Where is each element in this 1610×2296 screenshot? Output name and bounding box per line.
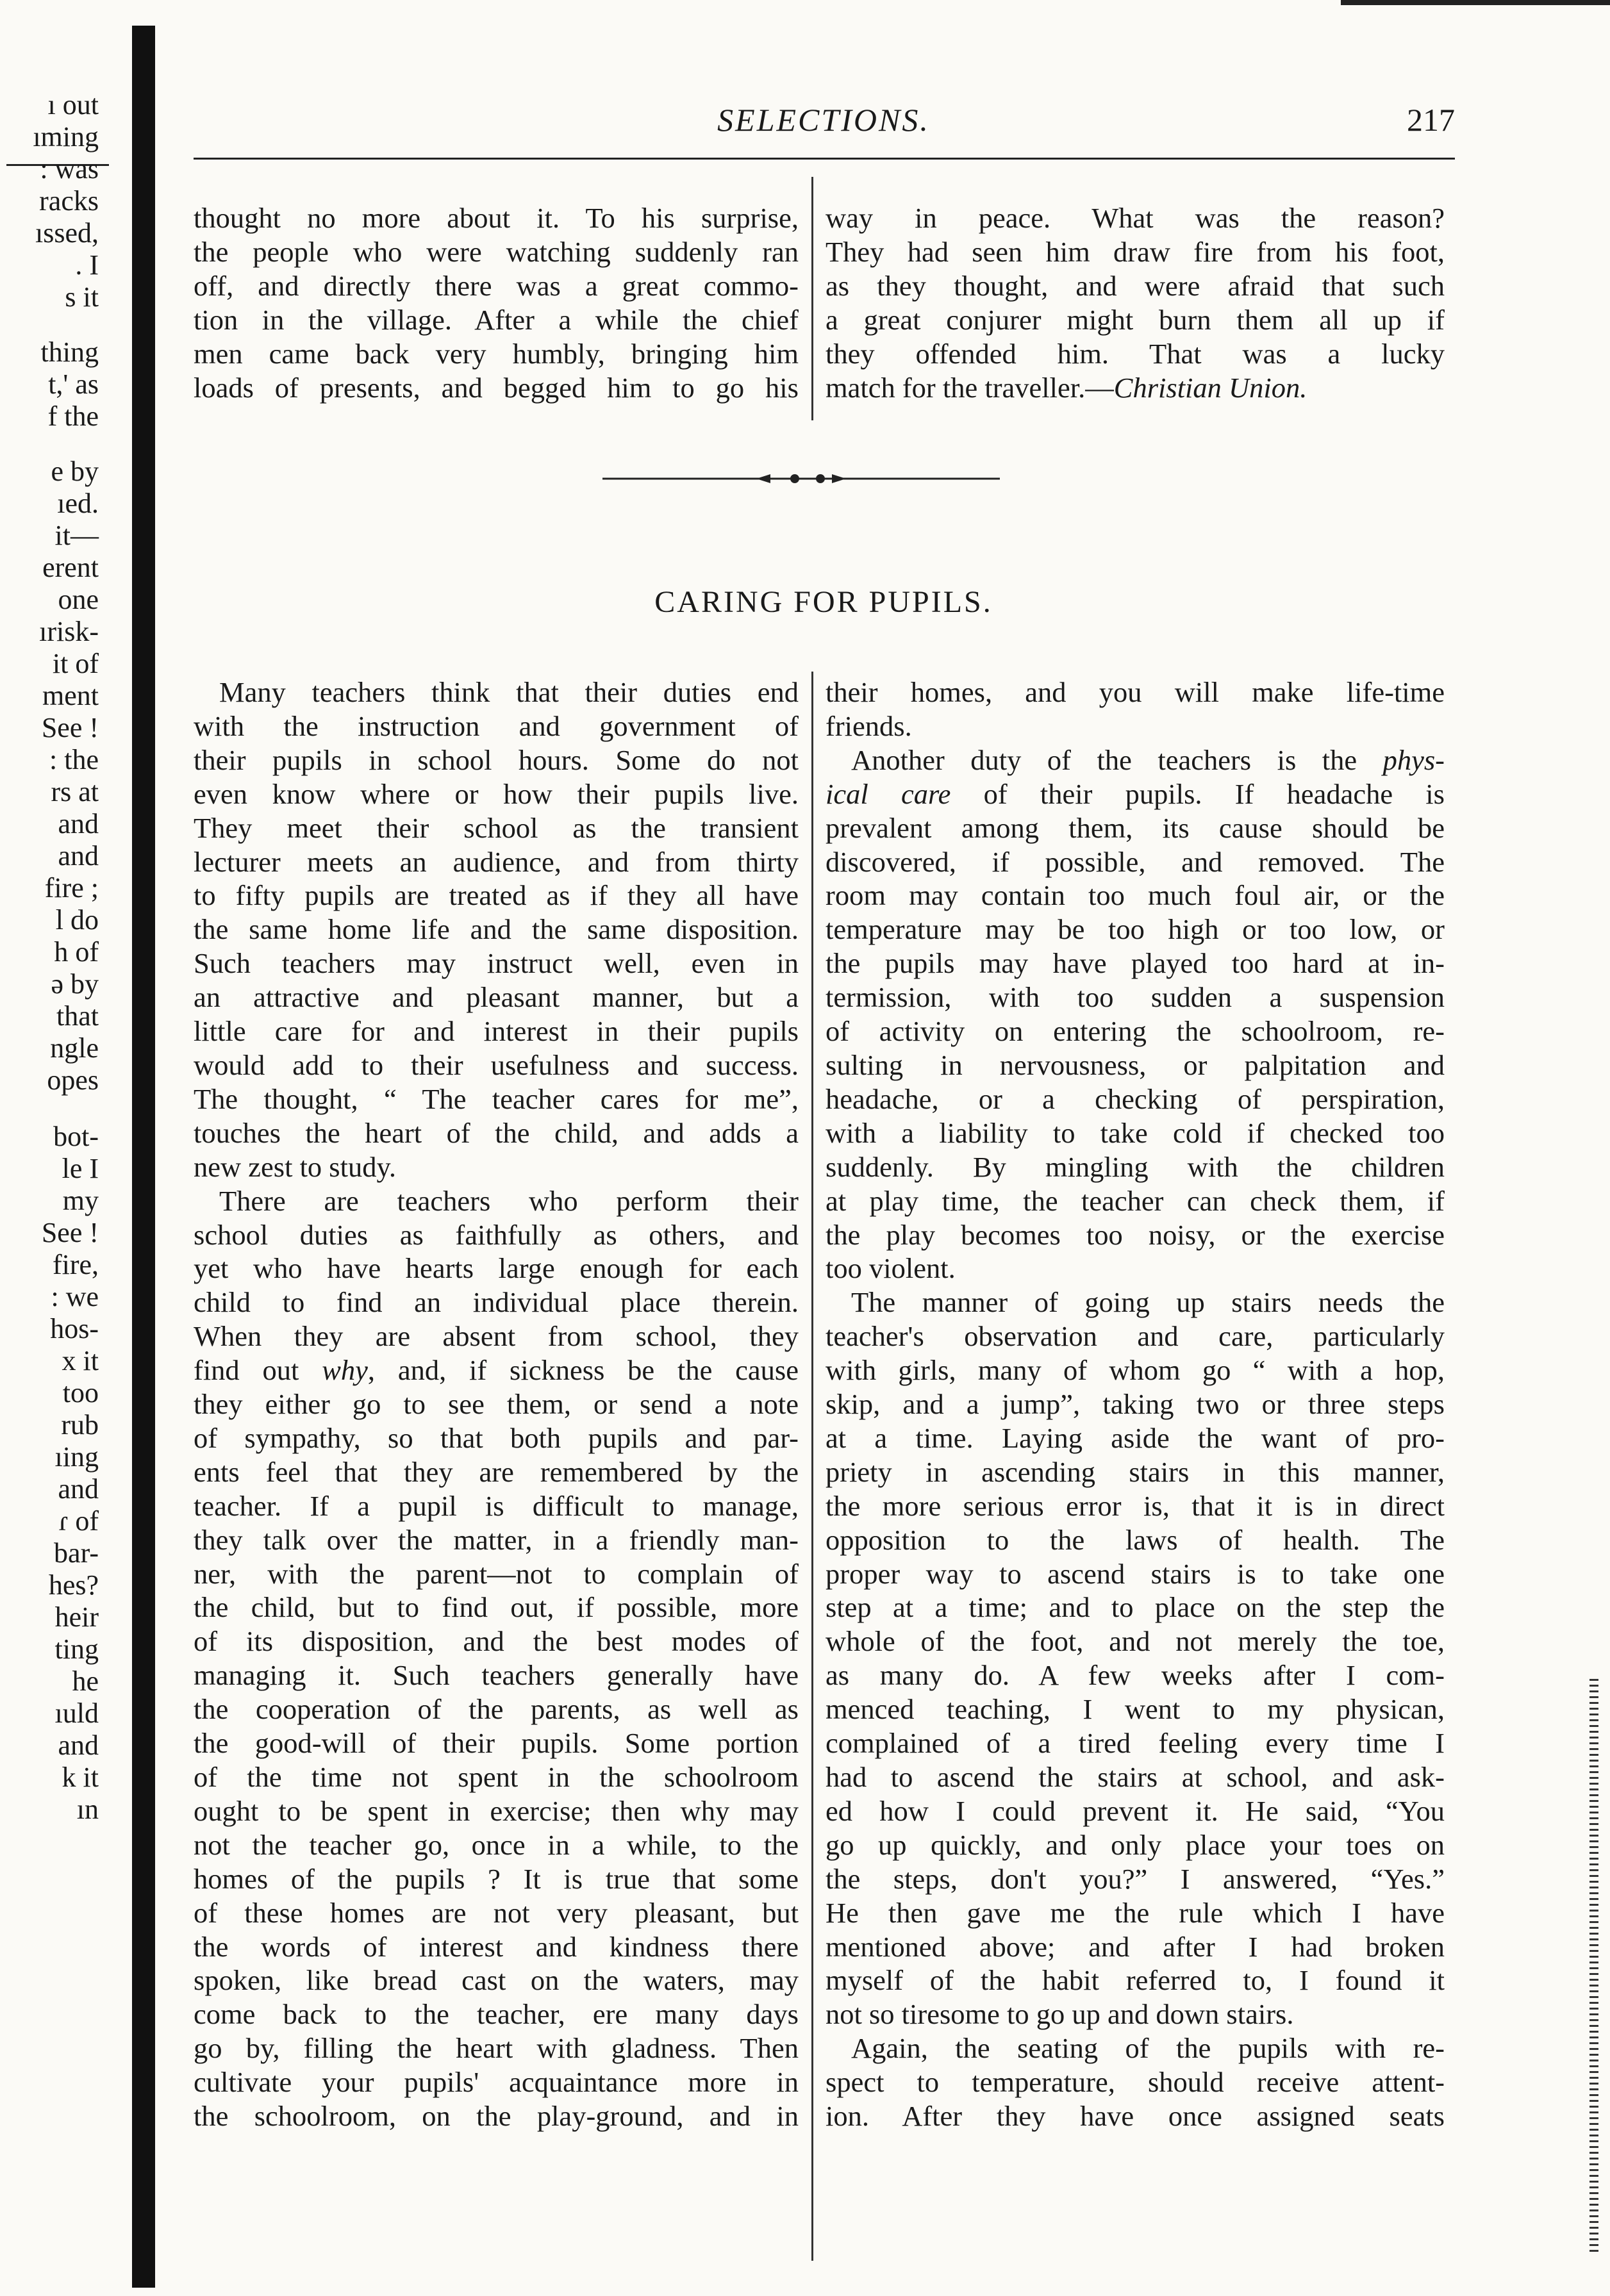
emphasis: phys- (1382, 743, 1445, 776)
margin-fragment: See ! (41, 1217, 99, 1248)
text-line: of these homes are not very pleasant, but (194, 1896, 799, 1929)
text-line: skip, and a jump”, taking two or three steps (826, 1388, 1445, 1421)
text-line: little care for and interest in their pupils (194, 1015, 799, 1048)
text-line: go up quickly, and only place your toes on (826, 1828, 1445, 1861)
margin-fragment: ment (42, 680, 99, 711)
margin-fragment: hes? (48, 1569, 99, 1601)
text-line: child to find an individual place therein. (194, 1286, 799, 1319)
text-line: opposition to the laws of health. The (826, 1523, 1445, 1556)
text-line: ion. After they have once assigned seats (826, 2100, 1445, 2133)
text-line: the steps, don't you?” I answered, “Yes.” (826, 1862, 1445, 1895)
text-line (826, 777, 1445, 811)
text-line: the people who were watching suddenly ran (194, 235, 799, 268)
text-line: whole of the foot, and not merely the toe, (826, 1625, 1445, 1658)
margin-fragment: rub (61, 1409, 99, 1441)
text-line: teacher's observation and care, particularly (826, 1320, 1445, 1353)
margin-fragment: hos- (50, 1313, 99, 1344)
emphasis: why (322, 1354, 368, 1387)
text-line: ought to be spent in exercise; then why may (194, 1794, 799, 1827)
text-line: their pupils in school hours. Some do not (194, 743, 799, 776)
text-line: at play time, the teacher can check them, if (826, 1184, 1445, 1217)
margin-fragment: : was (40, 153, 99, 185)
margin-fragment: one (58, 584, 99, 615)
margin-fragment: my (62, 1185, 99, 1216)
section-ornament (602, 469, 1000, 488)
top-edge-rule (1341, 0, 1610, 5)
text-line: proper way to ascend stairs is to take one (826, 1557, 1445, 1590)
margin-fragment: f the (47, 401, 99, 432)
text-line: room may contain too much foul air, or the (826, 879, 1445, 912)
margin-fragment: h of (54, 936, 99, 968)
text-line: The thought, “ The teacher cares for me”, (194, 1082, 799, 1115)
text-line: complained of a tired feeling every time I (826, 1727, 1445, 1760)
margin-fragment: . I (75, 249, 99, 281)
text-line: of activity on entering the schoolroom, re- (826, 1015, 1445, 1048)
margin-fragment: ıssed, (35, 217, 99, 249)
margin-fragment: it— (54, 520, 99, 551)
text-line: even know where or how their pupils live. (194, 777, 799, 810)
margin-fragment: fire ; (44, 872, 99, 904)
column-divider-top (811, 177, 813, 420)
text-line: loads of presents, and begged him to go his (194, 371, 799, 404)
text-line: come back to the teacher, ere many days (194, 1998, 799, 2031)
article-right-column (826, 675, 1445, 2133)
text-line: the more serious error is, that it is in direct (826, 1489, 1445, 1522)
margin-fragment: and (58, 1473, 99, 1505)
margin-fragment: ə by (51, 968, 99, 1000)
text-line: of the time not spent in the schoolroom (194, 1761, 799, 1793)
text-line: school duties as faithfully as others, and (194, 1218, 799, 1251)
text-line: ed how I could prevent it. He said, “You (826, 1794, 1445, 1827)
text-line: off, and directly there was a great commo- (194, 269, 799, 302)
text-line: they offended him. That was a lucky (826, 337, 1445, 370)
text-line: friends. (826, 709, 912, 742)
text-line: not so tiresome to go up and down stairs. (826, 1998, 1294, 2031)
text-line: They meet their school as the transient (194, 811, 799, 844)
margin-fragment: too (62, 1377, 99, 1408)
text-line: an attractive and pleasant manner, but a (194, 981, 799, 1014)
margin-fragment: heir (54, 1601, 99, 1633)
margin-fragment: rs at (51, 776, 99, 807)
text-line: ner, with the parent—not to complain of (194, 1557, 799, 1590)
text-line (194, 1353, 799, 1387)
text-line: priety in ascending stairs in this manner, (826, 1455, 1445, 1488)
text-line: to fifty pupils are treated as if they all have (194, 879, 799, 912)
text-line: menced teaching, I went to my physican, (826, 1693, 1445, 1726)
margin-fragment: fire, (52, 1249, 99, 1280)
text-line: as many do. A few weeks after I com- (826, 1659, 1445, 1692)
margin-fragment: opes (47, 1064, 99, 1096)
text-line: They had seen him draw fire from his foot, (826, 235, 1445, 268)
text-line: the good-will of their pupils. Some portion (194, 1727, 799, 1760)
margin-fragment: ıing (54, 1441, 99, 1473)
text-segment: of their pupils. If headache is (950, 777, 1445, 810)
margin-fragment: ting (54, 1633, 99, 1665)
text-line: spect to temperature, should receive attent- (826, 2066, 1445, 2099)
running-head (192, 101, 1455, 146)
text-segment: , and, if sickness be the cause (367, 1354, 799, 1387)
adjacent-page-margin (0, 0, 128, 2296)
text-line: lecturer meets an audience, and from thirty (194, 845, 799, 878)
text-line: homes of the pupils ? It is true that some (194, 1862, 799, 1895)
margin-fragment: and (58, 840, 99, 871)
text-line: with the instruction and government of (194, 709, 799, 742)
text-line: mentioned above; and after I had broken (826, 1930, 1445, 1963)
source-credit-lead: match for the traveller.— (826, 371, 1114, 404)
text-line: way in peace. What was the reason? (826, 202, 1445, 234)
text-line: the play becomes too noisy, or the exercise (826, 1218, 1445, 1251)
text-line: teacher. If a pupil is difficult to manage, (194, 1489, 799, 1522)
continued-text-left-column (194, 201, 799, 404)
margin-fragment: he (72, 1665, 99, 1697)
margin-fragment: it of (52, 648, 99, 679)
margin-fragment: bar- (54, 1537, 99, 1569)
emphasis: ical care (826, 777, 951, 810)
text-line: with girls, many of whom go “ with a hop, (826, 1354, 1445, 1387)
column-divider-article (811, 672, 813, 2261)
text-line: as they thought, and were afraid that such (826, 269, 1445, 302)
text-line: headache, or a checking of perspiration, (826, 1082, 1445, 1115)
text-line: with a liability to take cold if checked too (826, 1116, 1445, 1149)
text-line: the same home life and the same disposition. (194, 913, 799, 946)
text-line: Again, the seating of the pupils with re- (851, 2032, 1445, 2065)
page-number: 217 (1407, 102, 1455, 138)
text-line: When they are absent from school, they (194, 1320, 799, 1353)
text-line: sulting in nervousness, or palpitation and (826, 1048, 1445, 1081)
text-line: the schoolroom, on the play-ground, and in (194, 2100, 799, 2133)
page-edge-shadow (1589, 1679, 1598, 2256)
text-line: their homes, and you will make life-time (826, 676, 1445, 708)
margin-fragment: x it (62, 1345, 99, 1376)
text-line: go by, filling the heart with gladness. Then (194, 2032, 799, 2065)
text-line: cultivate your pupils' acquaintance more in (194, 2066, 799, 2099)
text-line: the words of interest and kindness there (194, 1930, 799, 1963)
text-line: ents feel that they are remembered by the (194, 1455, 799, 1488)
margin-fragment: ın (76, 1794, 99, 1825)
margin-fragment: bot- (53, 1121, 99, 1152)
text-line: Many teachers think that their duties end (219, 676, 799, 708)
text-line: had to ascend the stairs at school, and ask- (826, 1761, 1445, 1793)
margin-fragment: See ! (41, 712, 99, 743)
text-line (826, 743, 1445, 777)
text-line: He then gave me the rule which I have (826, 1896, 1445, 1929)
text-line: at a time. Laying aside the want of pro- (826, 1421, 1445, 1454)
margin-fragment: : the (49, 744, 99, 775)
margin-fragment: le I (62, 1153, 99, 1184)
text-line: suddenly. By mingling with the children (826, 1150, 1445, 1183)
continued-text-right-column (826, 201, 1445, 404)
margin-fragment: ırisk- (39, 616, 99, 647)
text-line: they talk over the matter, in a friendly man- (194, 1523, 799, 1556)
text-line: prevalent among them, its cause should be (826, 811, 1445, 844)
text-line: new zest to study. (194, 1150, 396, 1183)
source-credit-line (826, 371, 1445, 405)
text-line: step at a time; and to place on the step the (826, 1591, 1445, 1624)
margin-fragment: that (56, 1000, 99, 1032)
margin-fragment: ngle (50, 1032, 99, 1064)
article-left-column (194, 675, 799, 2133)
text-line: termission, with too sudden a suspension (826, 981, 1445, 1014)
text-line: of sympathy, so that both pupils and par- (194, 1421, 799, 1454)
margin-fragment: and (58, 808, 99, 839)
text-line: of its disposition, and the best modes of (194, 1625, 799, 1658)
text-line: temperature may be too high or too low, or (826, 913, 1445, 946)
margin-fragment: ıuld (54, 1697, 99, 1729)
header-rule (194, 158, 1455, 160)
text-line: would add to their usefulness and success. (194, 1048, 799, 1081)
margin-fragment: t,' as (48, 368, 99, 400)
text-line: the pupils may have played too hard at in- (826, 947, 1445, 980)
running-title: SELECTIONS. (717, 102, 930, 138)
margin-fragment: e by (51, 456, 99, 487)
text-line: the child, but to find out, if possible, more (194, 1591, 799, 1624)
margin-fragment: thing (40, 336, 99, 368)
margin-fragment: s it (65, 281, 99, 313)
margin-fragment: racks (39, 185, 99, 217)
text-line: spoken, like bread cast on the waters, may (194, 1964, 799, 1997)
text-line: There are teachers who perform their (219, 1184, 799, 1217)
text-line: thought no more about it. To his surprise, (194, 202, 799, 234)
text-segment: Another duty of the teachers is the (851, 743, 1383, 776)
text-line: they either go to see them, or send a note (194, 1388, 799, 1421)
text-line: The manner of going up stairs needs the (851, 1286, 1445, 1319)
text-line: yet who have hearts large enough for each (194, 1252, 799, 1285)
text-line: not the teacher go, once in a while, to the (194, 1828, 799, 1861)
source-credit: Christian Union. (1113, 371, 1307, 404)
binding-gutter (132, 26, 155, 2288)
margin-fragment: and (58, 1730, 99, 1761)
text-line: men came back very humbly, bringing him (194, 337, 799, 370)
text-line: Such teachers may instruct well, even in (194, 947, 799, 980)
article-title: CARING FOR PUPILS. (654, 585, 993, 619)
text-line: the cooperation of the parents, as well as (194, 1693, 799, 1726)
text-line: managing it. Such teachers generally have (194, 1659, 799, 1692)
margin-fragment: k it (62, 1762, 99, 1793)
margin-fragment: ɾ of (58, 1505, 99, 1537)
text-line: too violent. (826, 1252, 956, 1285)
text-line: tion in the village. After a while the chief (194, 303, 799, 336)
margin-fragment: ı out (47, 89, 99, 120)
margin-fragment: ıed. (57, 488, 99, 519)
margin-fragment: erent (42, 552, 99, 583)
margin-fragment: l do (55, 904, 99, 936)
text-line: discovered, if possible, and removed. The (826, 845, 1445, 878)
text-line: a great conjurer might burn them all up if (826, 303, 1445, 336)
text-segment: find out (194, 1354, 322, 1387)
text-line: myself of the habit referred to, I found it (826, 1964, 1445, 1997)
margin-fragment: ıming (33, 121, 99, 153)
margin-fragment: : we (51, 1281, 99, 1312)
text-line: touches the heart of the child, and adds a (194, 1116, 799, 1149)
